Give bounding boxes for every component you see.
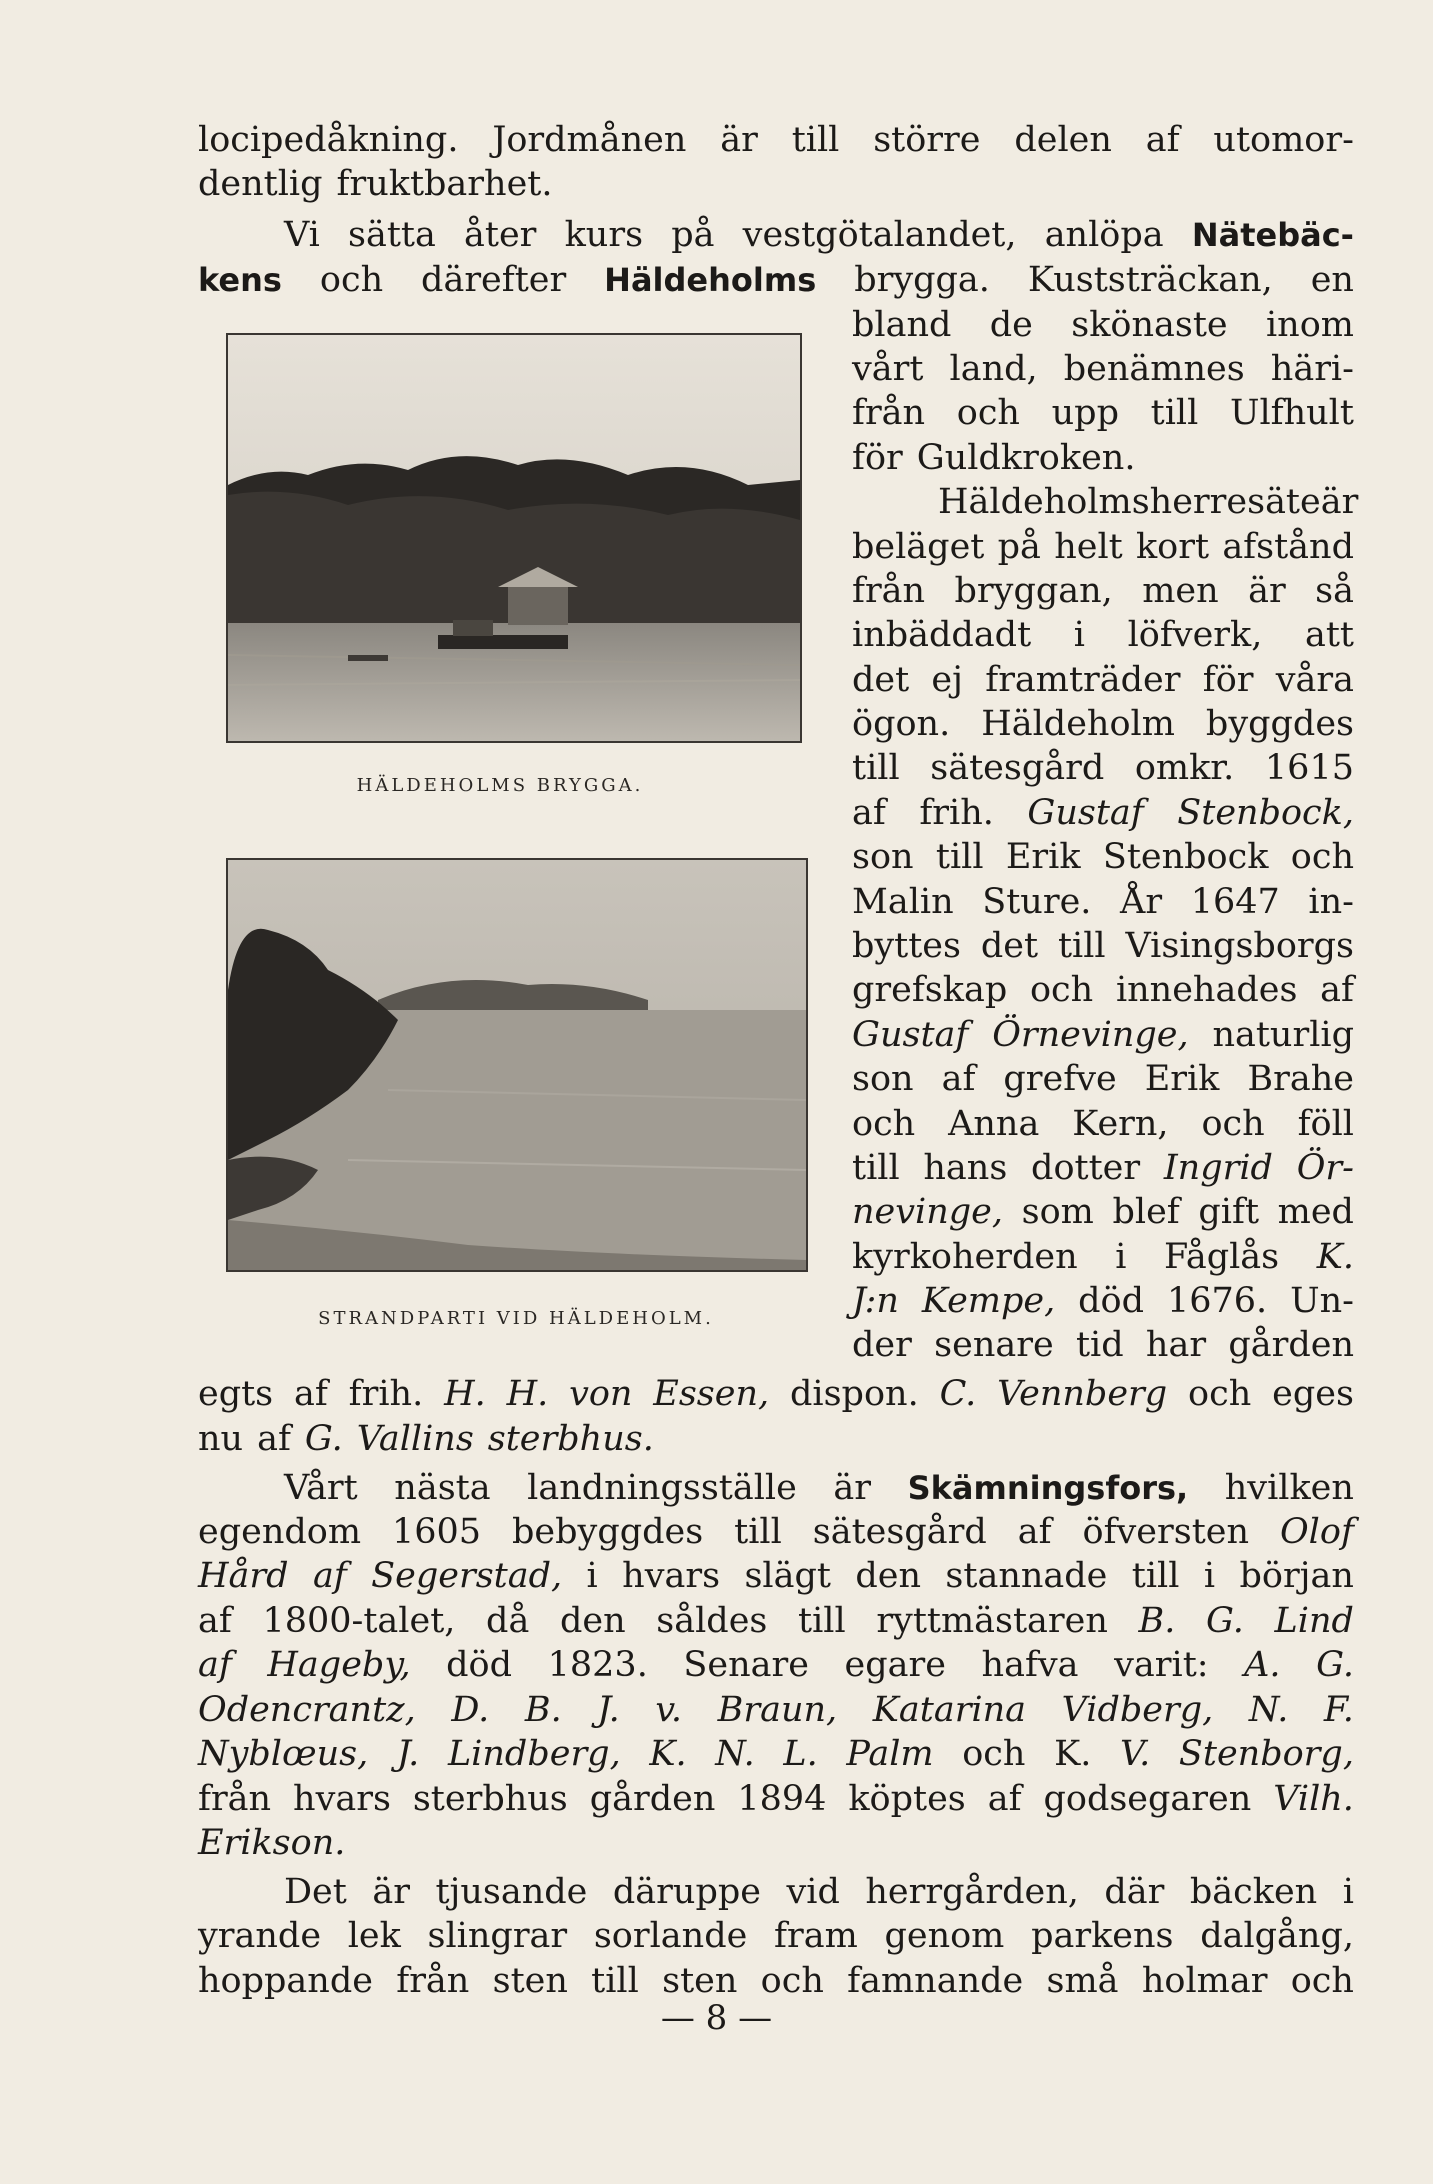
text-line: Vårt nästa landningsställe är Skämningsfors, hvilken	[284, 1468, 1354, 1508]
text-line: från bryggan, men är så	[852, 571, 1354, 611]
page-number: — 8 —	[660, 1998, 773, 2038]
text-line: egts af frih. H. H. von Essen, dispon. C. Vennberg och eges	[198, 1374, 1354, 1414]
text-line: son till Erik Stenbock och	[852, 837, 1354, 877]
caption-strandparti: STRANDPARTI VID HÄLDEHOLM.	[318, 1308, 714, 1329]
text-line: vårt land, benämnes häri-	[852, 349, 1354, 389]
text-line: nevinge, som blef gift med	[852, 1192, 1354, 1232]
text-line: Häldeholms herresäte är	[938, 482, 1359, 522]
text-line: inbäddadt i löfverk, att	[852, 615, 1354, 655]
text-line: af Hageby, död 1823. Senare egare hafva varit: A. G.	[198, 1645, 1354, 1685]
text-line: det ej framträder för våra	[852, 660, 1354, 700]
text-line: hoppande från sten till sten och famnande små holmar och	[198, 1961, 1354, 2001]
text-line: för Guldkroken.	[852, 438, 1136, 478]
text-line: son af grefve Erik Brahe	[852, 1059, 1354, 1099]
text-line: grefskap och innehades af	[852, 970, 1354, 1010]
text-line: Det är tjusande däruppe vid herrgården, där bäcken i	[284, 1872, 1354, 1912]
text-line: locipedåkning. Jordmånen är till större delen af utomor-	[198, 120, 1354, 160]
text-line: dentlig fruktbarhet.	[198, 164, 553, 204]
text-line: J:n Kempe, död 1676. Un-	[852, 1281, 1354, 1321]
text-line: af 1800-talet, då den såldes till ryttmästaren B. G. Lind	[198, 1601, 1354, 1641]
text-line: kens och därefter Häldeholms brygga. Kuststräckan, en	[198, 260, 1354, 300]
text-line: bland de skönaste inom	[852, 305, 1354, 345]
photo-strandparti-image	[228, 860, 806, 1270]
text-line: och Anna Kern, och föll	[852, 1104, 1354, 1144]
text-line: till sätesgård omkr. 1615	[852, 748, 1354, 788]
text-line: byttes det till Visingsborgs	[852, 926, 1354, 966]
text-line: af frih. Gustaf Stenbock,	[852, 793, 1354, 833]
text-line: Vi sätta åter kurs på vestgötalandet, anlöpa Nätebäc-	[284, 215, 1354, 255]
text-line: Gustaf Örnevinge, naturlig	[852, 1015, 1354, 1055]
text-line: Malin Sture. År 1647 in-	[852, 882, 1354, 922]
text-line: kyrkoherden i Fåglås K.	[852, 1237, 1354, 1277]
text-line: Nyblœus, J. Lindberg, K. N. L. Palm och K. V. Stenborg,	[198, 1734, 1354, 1774]
text-line: Erikson.	[198, 1823, 346, 1863]
text-line: der senare tid har gården	[852, 1325, 1354, 1365]
text-line: egendom 1605 bebyggdes till sätesgård af öfversten Olof	[198, 1512, 1354, 1552]
text-line: Hård af Segerstad, i hvars slägt den stannade till i början	[198, 1556, 1354, 1596]
text-line: yrande lek slingrar sorlande fram genom parkens dalgång,	[198, 1916, 1354, 1956]
photo-strandparti	[226, 858, 808, 1272]
text-line: Odencrantz, D. B. J. v. Braun, Katarina Vidberg, N. F.	[198, 1690, 1354, 1730]
photo-haldeholms-brygga	[226, 333, 802, 743]
text-line: till hans dotter Ingrid Ör-	[852, 1148, 1354, 1188]
text-line: ögon. Häldeholm byggdes	[852, 704, 1354, 744]
caption-haldeholms-brygga: HÄLDEHOLMS BRYGGA.	[356, 775, 644, 796]
photo-brygga-image	[228, 335, 800, 741]
text-line: nu af G. Vallins sterbhus.	[198, 1419, 654, 1459]
text-line: beläget på helt kort afstånd	[852, 527, 1354, 567]
text-line: från och upp till Ulfhult	[852, 393, 1354, 433]
text-line: från hvars sterbhus gården 1894 köptes af godsegaren Vilh.	[198, 1779, 1354, 1819]
